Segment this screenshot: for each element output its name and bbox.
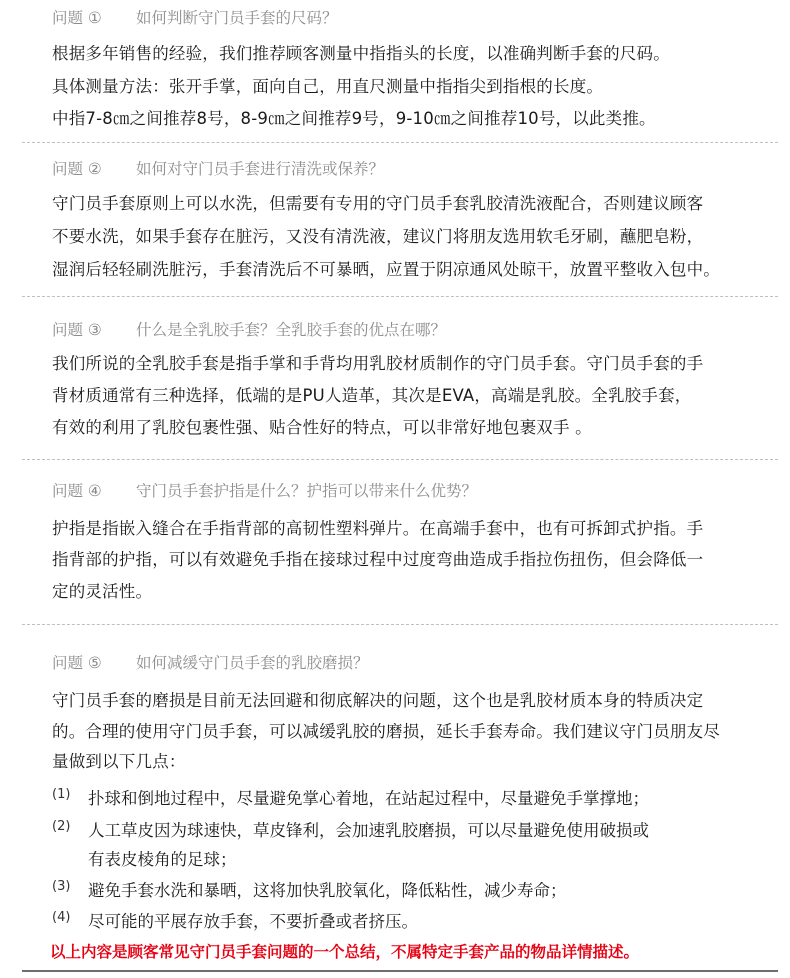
answer-line: 定的灵活性。: [52, 582, 153, 601]
list-marker: (2): [52, 819, 71, 834]
answer-line: 不要水洗，如果手套存在脏污，又没有清洗液，建议门将朋友选用软毛牙刷，蘸肥皂粉，: [52, 227, 704, 246]
question-number: 问题 ③: [52, 321, 102, 339]
answer-line: 守门员手套原则上可以水洗，但需要有专用的守门员手套乳胶清洗液配合，否则建议顾客: [52, 194, 704, 213]
question-text: 守门员手套护指是什么？护指可以带来什么优势？: [136, 482, 478, 500]
list-text: 扑球和倒地过程中，尽量避免掌心着地，在站起过程中，尽量避免手掌撑地；: [88, 789, 649, 808]
answer-line: 量做到以下几点：: [52, 752, 186, 771]
question-text: 如何减缓守门员手套的乳胶磨损？: [136, 654, 369, 672]
answer-line: 有效的利用了乳胶包裹性强、贴合性好的特点，可以非常好地包裹双手 。: [52, 418, 592, 437]
list-marker: (1): [52, 787, 71, 802]
question-number: 问题 ①: [52, 9, 102, 27]
answer-line: 根据多年销售的经验，我们推荐顾客测量中指指头的长度，以准确判断手套的尺码。: [52, 44, 670, 63]
section-divider: [22, 296, 778, 297]
answer-line: 中指7-8㎝之间推荐8号，8-9㎝之间推荐9号，9-10㎝之间推荐10号，以此类推。: [52, 109, 656, 128]
question-5: [52, 651, 369, 673]
bottom-rule: [22, 970, 778, 972]
section-divider: [22, 142, 778, 143]
answer-line: 的。合理的使用守门员手套，可以减缓乳胶的磨损，延长手套寿命。我们建议守门员朋友尽: [52, 722, 720, 741]
answer-line: 湿润后轻轻刷洗脏污，手套清洗后不可暴晒，应置于阴凉通风处晾干，放置平整收入包中。: [52, 260, 720, 279]
list-text: 尽可能的平展存放手套，不要折叠或者挤压。: [88, 912, 418, 931]
list-marker: (3): [52, 879, 71, 894]
answer-line: 背材质通常有三种选择，低端的是PU人造革，其次是EVA，高端是乳胶。全乳胶手套，: [52, 386, 692, 405]
answer-line: 守门员手套的磨损是目前无法回避和彻底解决的问题，这个也是乳胶材质本身的特质决定: [52, 691, 704, 710]
question-3: [52, 318, 446, 340]
answer-line: 我们所说的全乳胶手套是指手掌和手背均用乳胶材质制作的守门员手套。守门员手套的手: [52, 354, 704, 373]
question-2: [52, 157, 384, 179]
section-divider: [22, 459, 778, 460]
answer-line: 护指是指嵌入缝合在手指背部的高韧性塑料弹片。在高端手套中，也有可拆卸式护指。手: [52, 519, 704, 538]
footer-note: 以上内容是顾客常见守门员手套问题的一个总结，不属特定手套产品的物品详情描述。: [50, 943, 640, 961]
answer-line: 具体测量方法：张开手掌，面向自己，用直尺测量中指指尖到指根的长度。: [52, 77, 604, 96]
question-text: 如何对守门员手套进行清洗或保养？: [136, 160, 385, 178]
question-number: 问题 ④: [52, 482, 102, 500]
section-divider: [22, 624, 778, 625]
question-4: [52, 479, 477, 501]
question-number: 问题 ②: [52, 160, 102, 178]
list-text: 有表皮棱角的足球；: [88, 850, 237, 869]
question-text: 什么是全乳胶手套？全乳胶手套的优点在哪？: [136, 321, 447, 339]
list-text: 人工草皮因为球速快，草皮锋利，会加速乳胶磨损，可以尽量避免使用破损或: [88, 821, 649, 840]
answer-line: 指背部的护指，可以有效避免手指在接球过程中过度弯曲造成手指拉伤扭伤，但会降低一: [52, 550, 704, 569]
list-marker: (4): [52, 910, 71, 925]
question-text: 如何判断守门员手套的尺码？: [136, 9, 338, 27]
question-1: [52, 6, 338, 28]
question-number: 问题 ⑤: [52, 654, 102, 672]
list-text: 避免手套水洗和暴晒，这将加快乳胶氧化，降低粘性，减少寿命；: [88, 881, 567, 900]
